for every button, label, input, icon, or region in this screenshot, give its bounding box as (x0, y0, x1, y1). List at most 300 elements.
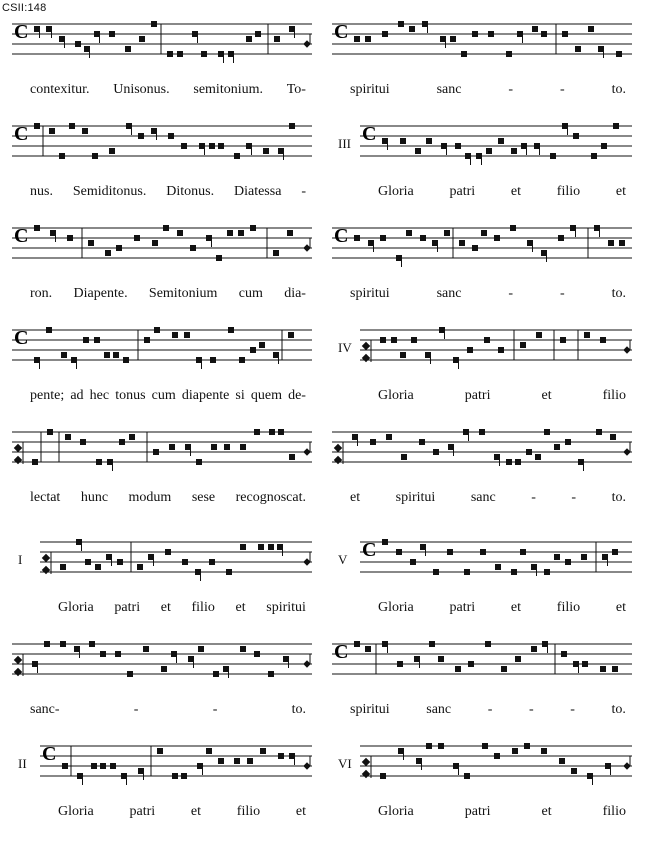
custos-icon (304, 654, 310, 667)
lyric-line (332, 286, 632, 302)
neume-note (94, 337, 100, 343)
neume-note (115, 651, 121, 657)
neume-note (255, 31, 261, 37)
neume-note (218, 143, 224, 149)
neume-note (354, 641, 360, 647)
neume-note (532, 26, 538, 32)
neume-note (610, 434, 616, 440)
neume-note (479, 429, 485, 435)
neume-note (526, 449, 532, 455)
neume-note (433, 569, 439, 575)
neume-note (536, 332, 542, 338)
lyric-line (332, 490, 632, 506)
c-clef-icon: C (362, 539, 377, 561)
music-staff (360, 328, 632, 362)
neume-note (515, 656, 521, 662)
neume-note (464, 773, 470, 779)
neume-note (226, 569, 232, 575)
neume-note (426, 743, 432, 749)
neume-note (455, 666, 461, 672)
neume-note (211, 444, 217, 450)
neume-note (406, 230, 412, 236)
neume-note (461, 51, 467, 57)
c-clef-icon: C (362, 123, 377, 145)
neume-note (269, 429, 275, 435)
lyric-syllable: et (541, 804, 552, 819)
neume-note (554, 554, 560, 560)
neume-note (46, 327, 52, 333)
c-clef-icon: C (334, 225, 349, 247)
neume-note (62, 763, 68, 769)
neume-note (565, 559, 571, 565)
lyric-syllable: - (560, 82, 565, 97)
neume-note (227, 230, 233, 236)
neume-note (581, 554, 587, 560)
lyric-syllable: tonus (115, 388, 146, 403)
lyric-line (12, 490, 312, 506)
f-clef-icon (42, 552, 51, 574)
lyric-line (12, 388, 312, 404)
custos-icon (304, 442, 310, 455)
neume-note (612, 549, 618, 555)
neume-note (47, 429, 53, 435)
neume-note (157, 748, 163, 754)
neume-note (506, 459, 512, 465)
neume-note (246, 36, 252, 42)
neume-note (96, 459, 102, 465)
lyric-syllable: - (212, 702, 218, 717)
music-staff (12, 430, 312, 464)
neume-note (535, 454, 541, 460)
neume-note (61, 352, 67, 358)
neume-note (450, 36, 456, 42)
neume-note (67, 235, 73, 241)
neume-note (619, 240, 625, 246)
lyric-syllable: - (570, 702, 575, 717)
c-clef-icon: C (42, 743, 57, 765)
neume-note (380, 235, 386, 241)
lyric-syllable: contexitur. (30, 82, 90, 97)
custos-icon (304, 552, 310, 565)
neume-note (391, 337, 397, 343)
neume-note (506, 51, 512, 57)
c-clef-icon: C (334, 21, 349, 43)
lyric-syllable: - (508, 82, 514, 97)
neume-note (429, 641, 435, 647)
lyric-syllable: et (510, 600, 522, 615)
neume-note (153, 449, 159, 455)
mode-numeral: V (338, 552, 348, 567)
neume-note (32, 459, 38, 465)
neume-note (582, 661, 588, 667)
neume-note (92, 153, 98, 159)
neume-note (209, 559, 215, 565)
neume-note (234, 758, 240, 764)
neume-note (80, 439, 86, 445)
lyric-syllable: - (487, 702, 493, 717)
lyric-syllable: et (350, 490, 361, 505)
neume-note (169, 444, 175, 450)
lyric-line (332, 804, 632, 820)
neume-note (60, 564, 66, 570)
neume-note (181, 773, 187, 779)
neume-note (444, 230, 450, 236)
lyric-line (12, 184, 312, 200)
neume-note (584, 332, 590, 338)
lyric-syllable: spiritui (395, 490, 436, 505)
neume-note (482, 743, 488, 749)
music-staff (40, 744, 312, 778)
lyric-syllable: to. (611, 82, 626, 97)
f-clef-icon (14, 442, 23, 464)
neume-note (600, 666, 606, 672)
neume-note (554, 444, 560, 450)
lyric-syllable: sanc (470, 490, 496, 505)
lyric-syllable: filio (556, 184, 581, 199)
neume-note (616, 51, 622, 57)
lyric-syllable: si (235, 388, 245, 403)
neume-note (110, 763, 116, 769)
neume-note (560, 337, 566, 343)
music-staff (360, 124, 632, 158)
neume-note (152, 240, 158, 246)
neume-note (613, 123, 619, 129)
neume-note (254, 429, 260, 435)
neume-note (100, 651, 106, 657)
custos-icon (304, 238, 310, 251)
lyric-line (12, 804, 312, 820)
lyric-syllable: et (190, 804, 202, 819)
lyric-syllable: spiritui (350, 82, 390, 97)
neume-note (498, 138, 504, 144)
neume-note (89, 641, 95, 647)
lyric-syllable: hec (89, 388, 110, 403)
lyric-line (332, 82, 632, 98)
neume-note (480, 549, 486, 555)
lyric-syllable: modum (128, 490, 172, 505)
neume-note (59, 153, 65, 159)
custos-icon (624, 756, 630, 769)
neume-note (250, 225, 256, 231)
neume-note (415, 148, 421, 154)
neume-note (455, 143, 461, 149)
neume-note (109, 31, 115, 37)
neume-note (591, 153, 597, 159)
lyric-syllable: filio (191, 600, 215, 615)
music-staff (12, 328, 312, 362)
lyric-syllable: Diapente. (73, 286, 128, 301)
neume-note (259, 342, 265, 348)
neume-note (515, 459, 521, 465)
custos-icon (624, 340, 630, 353)
neume-note (289, 123, 295, 129)
neume-note (228, 327, 234, 333)
lyric-syllable: nus. (30, 184, 53, 199)
neume-note (410, 559, 416, 565)
neume-note (459, 240, 465, 246)
music-staff (12, 22, 312, 56)
neume-note (401, 454, 407, 460)
neume-note (289, 454, 295, 460)
lyric-syllable: spiritui (266, 600, 306, 615)
lyric-syllable: Ditonus. (166, 184, 215, 199)
neume-note (129, 434, 135, 440)
lyric-syllable: et (160, 600, 171, 615)
lyric-syllable: Unisonus. (113, 82, 170, 97)
lyric-syllable: - (508, 286, 514, 301)
music-staff (12, 642, 312, 676)
lyric-syllable: Gloria (58, 600, 94, 615)
neume-note (397, 661, 403, 667)
neume-note (184, 332, 190, 338)
neume-note (524, 743, 530, 749)
lyric-syllable: hunc (80, 490, 109, 505)
lyric-syllable: spiritui (350, 286, 390, 301)
neume-note (260, 748, 266, 754)
lyric-syllable: Gloria (378, 600, 414, 615)
lyric-syllable: ad (70, 388, 84, 403)
neume-note (218, 758, 224, 764)
lyric-syllable: - (529, 702, 534, 717)
neume-note (239, 357, 245, 363)
neume-note (34, 225, 40, 231)
neume-note (382, 539, 388, 545)
neume-note (143, 646, 149, 652)
neume-note (486, 148, 492, 154)
neume-note (238, 230, 244, 236)
neume-note (75, 41, 81, 47)
neume-note (494, 753, 500, 759)
neume-note (544, 569, 550, 575)
lyric-syllable: sanc (436, 286, 462, 301)
mode-numeral: I (18, 552, 23, 567)
neume-note (575, 46, 581, 52)
neume-note (196, 459, 202, 465)
neume-note (49, 128, 55, 134)
neume-note (370, 439, 376, 445)
music-staff (332, 22, 632, 56)
neume-note (562, 31, 568, 37)
neume-note (468, 661, 474, 667)
lyric-syllable: recognoscat. (235, 490, 306, 505)
lyric-syllable: Semitonium (148, 286, 218, 301)
neume-note (163, 225, 169, 231)
neume-note (494, 235, 500, 241)
music-staff (332, 226, 632, 260)
lyric-syllable: et (295, 804, 306, 819)
lyric-syllable: cum (151, 388, 176, 403)
music-staff (360, 744, 632, 778)
neume-note (287, 230, 293, 236)
lyric-syllable: filio (602, 388, 626, 403)
neume-note (109, 148, 115, 154)
lyric-line (12, 82, 312, 98)
lyric-syllable: Semiditonus. (72, 184, 147, 199)
c-clef-icon: C (14, 21, 29, 43)
music-staff (360, 540, 632, 574)
lyric-syllable: Gloria (378, 184, 414, 199)
lyric-syllable: to. (291, 702, 306, 717)
lyric-syllable: filio (236, 804, 261, 819)
neume-note (201, 51, 207, 57)
neume-note (268, 671, 274, 677)
lyric-syllable: diapente (181, 388, 230, 403)
neume-note (213, 671, 219, 677)
c-clef-icon: C (14, 225, 29, 247)
neume-note (206, 748, 212, 754)
lyric-line (12, 600, 312, 616)
neume-note (612, 666, 618, 672)
neume-note (274, 36, 280, 42)
neume-note (438, 743, 444, 749)
neume-note (172, 773, 178, 779)
neume-note (511, 569, 517, 575)
neume-note (177, 230, 183, 236)
neume-note (134, 235, 140, 241)
neume-note (161, 666, 167, 672)
neume-note (600, 337, 606, 343)
lyric-line (332, 184, 632, 200)
neume-note (263, 148, 269, 154)
lyric-line (332, 388, 632, 404)
neume-note (240, 646, 246, 652)
neume-note (447, 549, 453, 555)
neume-note (209, 143, 215, 149)
mode-numeral: II (18, 756, 27, 771)
neume-note (571, 768, 577, 774)
neume-note (559, 758, 565, 764)
neume-note (83, 337, 89, 343)
neume-note (541, 748, 547, 754)
neume-note (400, 352, 406, 358)
neume-note (181, 143, 187, 149)
lyric-syllable: et (615, 600, 626, 615)
lyric-syllable: lectat (30, 490, 61, 505)
neume-note (190, 245, 196, 251)
neume-note (82, 128, 88, 134)
neume-note (139, 36, 145, 42)
f-clef-icon (334, 442, 343, 464)
c-clef-icon: C (14, 123, 29, 145)
lyric-syllable: - (531, 490, 536, 505)
neume-note (125, 46, 131, 52)
neume-note (34, 123, 40, 129)
lyric-syllable: - (133, 702, 139, 717)
neume-note (354, 36, 360, 42)
lyric-syllable: Gloria (378, 804, 414, 819)
neume-note (288, 332, 294, 338)
neume-note (60, 641, 66, 647)
neume-note (278, 429, 284, 435)
neume-note (520, 549, 526, 555)
neume-note (210, 357, 216, 363)
lyric-syllable: to. (611, 286, 626, 301)
neume-note (117, 559, 123, 565)
neume-note (520, 342, 526, 348)
neume-note (273, 250, 279, 256)
neume-note (573, 133, 579, 139)
lyric-syllable: patri (114, 600, 141, 615)
neume-note (608, 240, 614, 246)
neume-note (354, 235, 360, 241)
neume-note (561, 651, 567, 657)
neume-note (588, 26, 594, 32)
music-staff (12, 124, 312, 158)
neume-note (182, 559, 188, 565)
neume-note (138, 133, 144, 139)
f-clef-icon (362, 756, 371, 778)
lyric-syllable: spiritui (350, 702, 390, 717)
neume-note (137, 564, 143, 570)
music-staff (332, 430, 632, 464)
neume-note (116, 245, 122, 251)
neume-note (541, 31, 547, 37)
neume-note (172, 332, 178, 338)
neume-note (501, 666, 507, 672)
neume-note (438, 656, 444, 662)
lyric-syllable: to. (611, 490, 626, 505)
neume-note (165, 549, 171, 555)
lyric-syllable: - (301, 184, 306, 199)
lyric-syllable: sanc (426, 702, 452, 717)
neume-note (278, 753, 284, 759)
neume-note (565, 439, 571, 445)
lyric-syllable: patri (464, 388, 491, 403)
neume-note (498, 347, 504, 353)
neume-note (85, 559, 91, 565)
neume-note (123, 357, 129, 363)
lyric-syllable: patri (449, 184, 476, 199)
lyric-syllable: et (235, 600, 246, 615)
neume-note (268, 544, 274, 550)
neume-note (154, 327, 160, 333)
lyric-syllable: Gloria (58, 804, 94, 819)
lyric-syllable: pente; (30, 388, 65, 403)
neume-note (127, 671, 133, 677)
neume-note (240, 444, 246, 450)
mode-numeral: VI (338, 756, 352, 771)
lyric-syllable: et (510, 184, 522, 199)
neume-note (481, 230, 487, 236)
neume-note (511, 148, 517, 154)
neume-note (224, 444, 230, 450)
left-column (12, 0, 312, 850)
neume-note (198, 646, 204, 652)
neume-note (113, 352, 119, 358)
neume-note (420, 235, 426, 241)
neume-note (596, 429, 602, 435)
lyric-syllable: patri (449, 600, 476, 615)
page-id: CSII:148 (2, 2, 47, 14)
lyric-line (332, 600, 632, 616)
neume-note (495, 564, 501, 570)
neume-note (95, 564, 101, 570)
lyric-syllable: to. (611, 702, 626, 717)
lyric-syllable: et (615, 184, 626, 199)
lyric-line (12, 702, 312, 718)
neume-note (512, 748, 518, 754)
neume-note (250, 347, 256, 353)
neume-note (177, 51, 183, 57)
neume-note (464, 569, 470, 575)
neume-note (254, 651, 260, 657)
lyric-line (332, 702, 632, 718)
neume-note (258, 544, 264, 550)
custos-icon (304, 756, 310, 769)
neume-note (104, 352, 110, 358)
neume-note (601, 143, 607, 149)
f-clef-icon (14, 654, 23, 676)
